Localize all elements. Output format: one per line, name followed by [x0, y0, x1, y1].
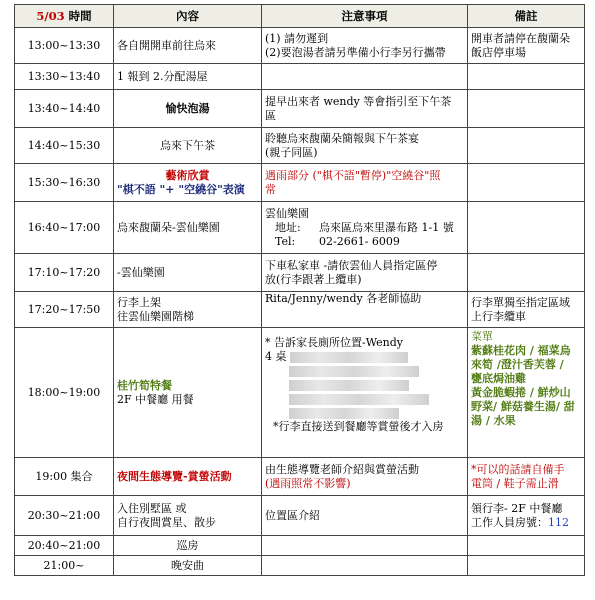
table-row — [15, 202, 585, 254]
row-notes: 位置區介紹 — [262, 496, 468, 536]
row-time: 21:00~ — [15, 556, 114, 576]
table-row — [15, 28, 585, 64]
row-time: 20:40~21:00 — [15, 536, 114, 556]
table-row — [15, 254, 585, 292]
row-remarks: 菜單 紫蘇桂花肉 / 福菜烏 來筍 /澄汁香芙蓉 / 甕底焗油雞 黃金脆蝦捲 / 鮮炒山 野菜/ 鮮菇養生湯/ 甜 湯 / 水果 — [468, 328, 585, 458]
row-content: 夜間生態導覽-賞螢活動 — [114, 458, 262, 496]
table-row — [15, 556, 585, 576]
row-content: 巡房 — [114, 536, 262, 556]
room-number: 112 — [548, 515, 569, 529]
row-time: 20:30~21:00 — [15, 496, 114, 536]
redacted-block — [289, 394, 429, 405]
row-content: 晚安曲 — [114, 556, 262, 576]
row-notes: Rita/Jenny/wendy 各老師協助 — [262, 292, 468, 328]
row-content: -雲仙樂園 — [114, 254, 262, 292]
schedule-table — [14, 4, 585, 576]
row-time: 14:40~15:30 — [15, 128, 114, 164]
redacted-block — [290, 352, 408, 363]
row-notes: (1) 請勿遲到 (2)要泡湯者請另準備小行李另行攜帶 — [262, 28, 468, 64]
header-time: 5/03 時間 — [15, 5, 114, 28]
row-time: 15:30~16:30 — [15, 164, 114, 202]
row-content: 1 報到 2.分配湯屋 — [114, 64, 262, 90]
row-remarks — [468, 556, 585, 576]
row-notes: * 告訴家長廁所位置-Wendy 4 桌 *行李直接送到餐廳等賞螢後才入房 — [262, 328, 468, 458]
row-remarks — [468, 64, 585, 90]
row-remarks: 開車者請停在馥蘭朵 飯店停車場 — [468, 28, 585, 64]
row-time: 19:00 集合 — [15, 458, 114, 496]
row-time: 16:40~17:00 — [15, 202, 114, 254]
row-remarks — [468, 128, 585, 164]
row-time: 13:00~13:30 — [15, 28, 114, 64]
row-notes — [262, 64, 468, 90]
row-time: 13:40~14:40 — [15, 90, 114, 128]
row-content: 烏來馥蘭朵-雲仙樂園 — [114, 202, 262, 254]
redacted-block — [289, 380, 409, 391]
row-notes — [262, 556, 468, 576]
table-row — [15, 458, 585, 496]
row-remarks — [468, 202, 585, 254]
table-row — [15, 164, 585, 202]
table-row — [15, 90, 585, 128]
table-row — [15, 128, 585, 164]
row-content: 藝術欣賞 "棋不語 "+ "空繞谷"表演 — [114, 164, 262, 202]
row-notes — [262, 536, 468, 556]
row-remarks: 領行李- 2F 中餐廳 工作人員房號：112 — [468, 496, 585, 536]
header-date: 5/03 — [36, 9, 65, 23]
row-notes: 雲仙樂園 地址: 烏來區烏來里瀑布路 1-1 號 Tel: 02-2661- 6009 — [262, 202, 468, 254]
table-row — [15, 496, 585, 536]
row-remarks — [468, 164, 585, 202]
row-content: 各自開開車前往烏來 — [114, 28, 262, 64]
row-content: 桂竹筍特餐 2F 中餐廳 用餐 — [114, 328, 262, 458]
table-row — [15, 536, 585, 556]
header-remarks: 備註 — [468, 5, 585, 28]
redacted-block — [289, 408, 399, 419]
row-remarks — [468, 254, 585, 292]
row-time: 18:00~19:00 — [15, 328, 114, 458]
row-notes: 聆聽烏來馥蘭朵簡報與下午茶宴 (親子同區) — [262, 128, 468, 164]
table-row — [15, 64, 585, 90]
row-time: 17:10~17:20 — [15, 254, 114, 292]
row-content: 行李上架 往雲仙樂園階梯 — [114, 292, 262, 328]
row-remarks: 行李單獨至指定區域 上行李纜車 — [468, 292, 585, 328]
row-notes: 由生態導覽老師介紹與賞螢活動 (遇雨照常不影響) — [262, 458, 468, 496]
row-remarks — [468, 90, 585, 128]
row-content: 烏來下午茶 — [114, 128, 262, 164]
row-content: 愉快泡湯 — [114, 90, 262, 128]
table-row — [15, 292, 585, 328]
row-remarks: *可以的話請自備手 電筒 / 鞋子需止滑 — [468, 458, 585, 496]
header-notes: 注意事項 — [262, 5, 468, 28]
redacted-block — [289, 366, 419, 377]
row-remarks — [468, 536, 585, 556]
header-row — [15, 5, 585, 28]
row-notes: 下車私家車 -請依雲仙人員指定區停 放(行李跟著上纜車) — [262, 254, 468, 292]
row-notes: 提早出來者 wendy 等會指引至下午茶 區 — [262, 90, 468, 128]
row-time: 17:20~17:50 — [15, 292, 114, 328]
header-content: 內容 — [114, 5, 262, 28]
row-time: 13:30~13:40 — [15, 64, 114, 90]
row-notes: 遇雨部分 ("棋不語"暫停)"空繞谷"照 常 — [262, 164, 468, 202]
table-row — [15, 328, 585, 458]
row-content: 入住別墅區 或 自行夜間賞星、散步 — [114, 496, 262, 536]
